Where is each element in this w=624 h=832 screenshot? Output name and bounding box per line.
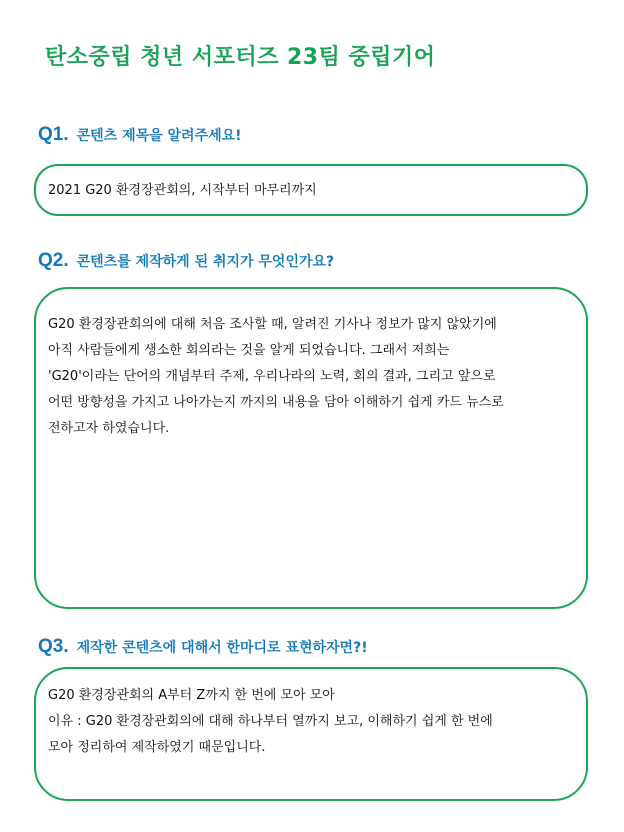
page-title: 탄소중립 청년 서포터즈 23팀 중립기어 [45, 45, 436, 70]
answer-box-1 [34, 164, 588, 216]
answer-line: 이유 : G20 환경장관회의에 대해 하나부터 열까지 보고, 이해하기 쉽게 한 번에 [48, 714, 493, 729]
answer-line: G20 환경장관회의에 대해 처음 조사할 때, 알려진 기사나 정보가 많지 않았기에 [48, 317, 497, 332]
question-number: Q3. [38, 636, 69, 657]
question-3 [38, 636, 368, 658]
question-text: 제작한 콘텐츠에 대해서 한마디로 표현하자면?! [76, 640, 368, 656]
question-text: 콘텐츠를 제작하게 된 취지가 무엇인가요? [76, 254, 335, 270]
answer-box-3 [34, 667, 588, 801]
answer-line: 어떤 방향성을 가지고 나아가는지 까지의 내용을 담아 이해하기 쉽게 카드 뉴스로 [48, 395, 504, 410]
answer-line: 모아 정리하여 제작하였기 때문입니다. [48, 740, 266, 755]
answer-line: 전하고자 하였습니다. [48, 421, 170, 436]
question-number: Q2. [38, 250, 69, 271]
answer-line: 2021 G20 환경장관회의, 시작부터 마무리까지 [48, 183, 317, 198]
answer-line: G20 환경장관회의 A부터 Z까지 한 번에 모아 모아 [48, 688, 335, 703]
question-1 [38, 124, 242, 146]
answer-line: 아직 사람들에게 생소한 회의라는 것을 알게 되었습니다. 그래서 저희는 [48, 343, 450, 358]
answer-box-2 [34, 287, 588, 609]
question-number: Q1. [38, 124, 69, 145]
question-text: 콘텐츠 제목을 알려주세요! [76, 128, 242, 144]
answer-line: 'G20'이라는 단어의 개념부터 주제, 우리나라의 노력, 회의 결과, 그리고 앞으로 [48, 369, 496, 384]
question-2 [38, 250, 334, 272]
